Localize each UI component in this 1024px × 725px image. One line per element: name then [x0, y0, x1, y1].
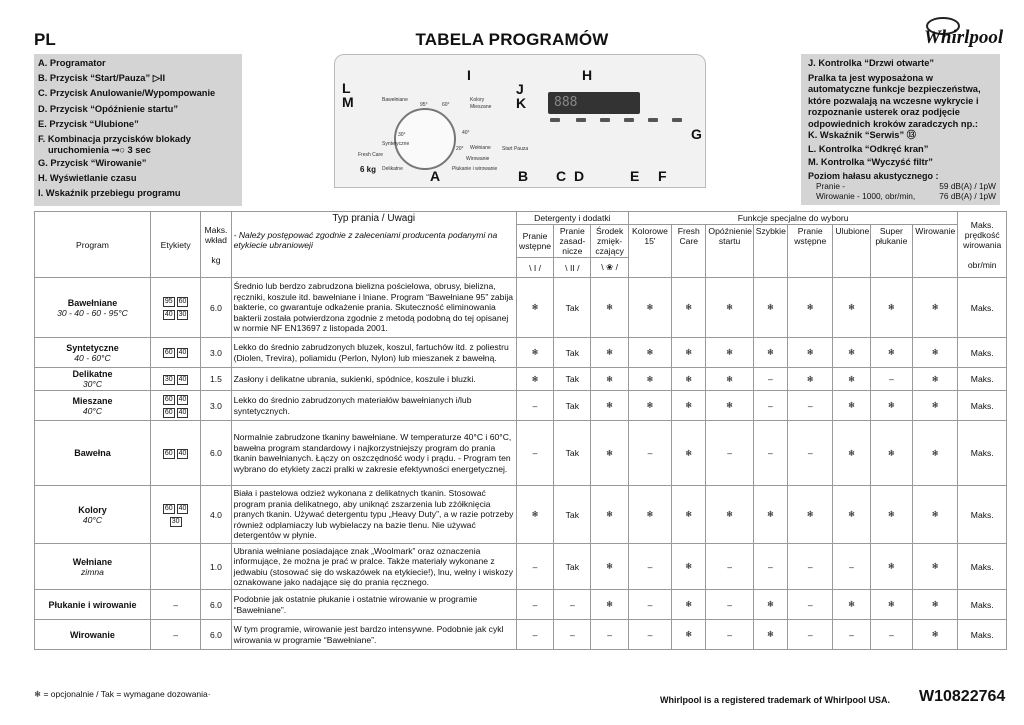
option-cell: ❄ — [788, 278, 833, 338]
col-speed-unit: obr/min — [967, 259, 997, 270]
panel-program-label: Płukanie i wirowanie — [452, 166, 498, 172]
col-fn: Wirowanie — [913, 225, 958, 278]
program-name-cell — [35, 544, 151, 590]
option-cell: ❄ — [833, 391, 870, 421]
option-cell: ❄ — [870, 486, 912, 544]
col-load-unit: kg — [211, 254, 221, 265]
option-cell: ❄ — [628, 338, 671, 368]
program-name: Syntetyczne — [66, 342, 119, 353]
care-label-cell — [150, 338, 200, 368]
program-temps: zimna — [81, 566, 104, 577]
table-row — [35, 338, 1007, 368]
option-cell: – — [554, 590, 591, 620]
group-detergents: Detergenty i dodatki — [516, 212, 628, 225]
noise-title: Poziom hałasu akustycznego : — [808, 171, 939, 181]
col-load — [201, 212, 231, 278]
program-temps: 30°C — [82, 379, 103, 389]
table-row — [35, 486, 1007, 544]
care-label-cell — [150, 391, 200, 421]
option-cell: – — [516, 544, 553, 590]
option-cell: ❄ — [870, 421, 912, 486]
option-cell: ❄ — [753, 486, 787, 544]
option-cell: – — [516, 421, 553, 486]
option-cell: ❄ — [591, 391, 628, 421]
legend-item: I. Wskaźnik przebiegu programu — [38, 188, 181, 199]
speed-cell: Maks. — [958, 590, 1007, 620]
option-cell: ❄ — [672, 590, 706, 620]
option-cell: ❄ — [833, 338, 870, 368]
panel-letter-d: D — [574, 168, 585, 184]
load-cell: 3.0 — [201, 391, 231, 421]
option-cell: ❄ — [591, 278, 628, 338]
option-cell: ❄ — [516, 338, 553, 368]
load-cell: 1.0 — [201, 544, 231, 590]
program-table — [34, 211, 1007, 650]
table-row — [35, 421, 1007, 486]
option-cell: ❄ — [628, 486, 671, 544]
panel-buttons — [548, 118, 708, 128]
option-cell: ❄ — [788, 486, 833, 544]
col-labels: Etykiety — [150, 212, 200, 278]
option-cell: ❄ — [913, 278, 958, 338]
table-row — [35, 368, 1007, 391]
care-label-icon: 40 — [178, 375, 187, 383]
program-name: Bawełna — [74, 448, 111, 458]
legend-item: B. Przycisk “Start/Pauza” ▷II — [38, 73, 166, 84]
option-cell: ❄ — [870, 278, 912, 338]
option-cell: – — [706, 421, 753, 486]
panel-program-label: Wirowanie — [466, 156, 490, 162]
program-name-cell — [35, 620, 151, 650]
panel-program-label: Mieszane — [470, 104, 492, 110]
care-label-icon: 60 — [164, 395, 173, 403]
panel-letter-k: K — [516, 95, 527, 111]
option-cell: ❄ — [706, 391, 753, 421]
option-cell: ❄ — [591, 338, 628, 368]
panel-letter-j: J — [516, 81, 524, 97]
panel-letter-g: G — [691, 126, 702, 142]
panel-temp-label: 40° — [462, 130, 470, 136]
option-cell: – — [788, 590, 833, 620]
option-cell: ❄ — [628, 368, 671, 391]
description-cell: Ubrania wełniane posiadające znak „Woolmark” oraz oznaczenia informujące, że można je prać w pralce. Także materiały wykonane z jedwabiu (stosować się do wskazówek na etykiecie!), lnu, wełny i wiskozy oznakowane jako nadające się do prania ręcznego. — [231, 544, 516, 590]
detergent-icon: \ I / — [516, 258, 553, 278]
panel-letter-b: B — [518, 168, 529, 184]
panel-program-label: Delikatne — [382, 166, 403, 172]
panel-letter-i: I — [467, 67, 471, 83]
option-cell: – — [516, 391, 553, 421]
option-cell: ❄ — [870, 590, 912, 620]
table-row — [35, 544, 1007, 590]
option-cell: Tak — [554, 544, 591, 590]
document-code: W10822764 — [919, 688, 1006, 705]
option-cell: – — [706, 544, 753, 590]
noise-value: 59 dB(A) / 1pW — [939, 181, 996, 191]
option-cell: – — [706, 620, 753, 650]
option-cell: ❄ — [706, 368, 753, 391]
program-name-cell — [35, 338, 151, 368]
panel-temp-label: 20° — [456, 146, 464, 152]
option-cell: ❄ — [672, 368, 706, 391]
option-cell: ❄ — [913, 544, 958, 590]
panel-program-label: Bawełniane — [382, 97, 408, 103]
noise-label: Pranie - — [816, 181, 846, 191]
load-cell: 1.5 — [201, 368, 231, 391]
option-cell: – — [628, 421, 671, 486]
option-cell: – — [870, 368, 912, 391]
option-cell: ❄ — [913, 338, 958, 368]
legend-item: H. Wyświetlanie czasu — [38, 173, 137, 184]
speed-cell: Maks. — [958, 486, 1007, 544]
col-fn: Ulubione — [833, 225, 870, 278]
option-cell: ❄ — [706, 338, 753, 368]
table-row — [35, 391, 1007, 421]
col-det: Środek zmięk-czający — [591, 225, 628, 258]
program-temps: 40°C — [82, 514, 103, 525]
option-cell: – — [516, 590, 553, 620]
col-type — [231, 212, 516, 278]
care-label-icon: 60 — [164, 504, 173, 512]
load-cell: 6.0 — [201, 278, 231, 338]
noise-row — [808, 191, 996, 201]
legend-item: G. Przycisk “Wirowanie” — [38, 158, 147, 169]
option-cell: ❄ — [913, 421, 958, 486]
option-cell: ❄ — [913, 620, 958, 650]
load-cell: 6.0 — [201, 620, 231, 650]
option-cell: – — [788, 620, 833, 650]
panel-temp-label: 60° — [442, 102, 450, 108]
trademark-note: Whirlpool is a registered trademark of Whirlpool USA. — [660, 695, 891, 705]
care-label-icon: 40 — [164, 310, 173, 318]
option-cell: – — [833, 620, 870, 650]
option-cell: – — [554, 620, 591, 650]
option-cell: Tak — [554, 391, 591, 421]
panel-capacity: 6 kg — [360, 165, 377, 174]
description-cell: Podobnie jak ostatnie płukanie i ostatnie wirowanie w programie “Bawełniane”. — [231, 590, 516, 620]
speed-cell: Maks. — [958, 544, 1007, 590]
program-temps: 30 - 40 - 60 - 95°C — [57, 307, 128, 318]
speed-cell: Maks. — [958, 338, 1007, 368]
speed-cell: Maks. — [958, 391, 1007, 421]
panel-letter-l: L — [342, 80, 351, 96]
program-name-cell — [35, 590, 151, 620]
option-cell: ❄ — [628, 278, 671, 338]
description-cell: Lekko do średnio zabrudzonych bluzek, koszul, fartuchów itd. z poliestru (Diolen, Trevira), poliamidu (Perlon, Nylon) lub mieszanek z bawełną. — [231, 338, 516, 368]
option-cell: ❄ — [833, 590, 870, 620]
softener-icon: \ ❀ / — [591, 258, 628, 278]
care-label-cell — [150, 544, 200, 590]
program-name-cell — [35, 368, 151, 391]
speed-cell: Maks. — [958, 620, 1007, 650]
care-label-icon: 40 — [178, 504, 187, 512]
control-legend — [34, 54, 242, 206]
legend-m: M. Kontrolka “Wyczyść filtr” — [808, 157, 933, 167]
care-label-cell — [150, 486, 200, 544]
legend-k: K. Wskaźnik “Serwis” ⑬ — [808, 130, 916, 140]
option-cell: – — [788, 421, 833, 486]
option-cell: ❄ — [591, 368, 628, 391]
load-cell: 6.0 — [201, 590, 231, 620]
option-cell: ❄ — [833, 368, 870, 391]
option-cell: Tak — [554, 278, 591, 338]
brand-logo — [924, 17, 1008, 51]
col-program: Program — [35, 212, 151, 278]
speed-cell: Maks. — [958, 368, 1007, 391]
description-cell: W tym programie, wirowanie jest bardzo intensywne. Podobnie jak cykl wirowania w programie “Bawełniane”. — [231, 620, 516, 650]
option-cell: ❄ — [753, 278, 787, 338]
option-cell: ❄ — [870, 544, 912, 590]
panel-temp-label: 95° — [420, 102, 428, 108]
load-cell: 6.0 — [201, 421, 231, 486]
program-name-cell — [35, 486, 151, 544]
col-type-label: Typ prania / Uwagi — [332, 213, 416, 224]
description-cell: Zasłony i delikatne ubrania, sukienki, spódnice, koszule i bluzki. — [231, 368, 516, 391]
panel-letter-e: E — [630, 168, 640, 184]
legend-j-text: Pralka ta jest wyposażona w automatyczne funkcje bezpieczeństwa, które pozwalają na wczesne wykrycie i rozpoznanie usterek oraz podjęcie odpowiednich kroków zaradczych np.: — [808, 72, 981, 129]
panel-letter-f: F — [658, 168, 667, 184]
legend-l: L. Kontrolka “Odkręć kran” — [808, 143, 929, 154]
option-cell: – — [753, 391, 787, 421]
program-name: Kolory — [78, 504, 107, 515]
panel-letter-h: H — [582, 67, 593, 83]
panel-letter-a: A — [430, 168, 441, 184]
option-cell: – — [870, 620, 912, 650]
care-label-cell — [150, 278, 200, 338]
col-det: Pranie wstępne — [516, 225, 553, 258]
option-cell: ❄ — [672, 620, 706, 650]
program-temps: 40 - 60°C — [74, 352, 111, 363]
option-cell: – — [628, 544, 671, 590]
display-digits: 888 — [554, 95, 578, 110]
care-label-icon: 30 — [178, 310, 187, 318]
program-name: Płukanie i wirowanie — [48, 599, 137, 610]
option-cell: – — [591, 620, 628, 650]
col-speed-label: Maks. prędkość wirowania — [963, 219, 1002, 250]
option-cell: Tak — [554, 421, 591, 486]
option-cell: – — [628, 620, 671, 650]
option-cell: ❄ — [833, 486, 870, 544]
option-cell: ❄ — [870, 391, 912, 421]
program-name: Mieszane — [72, 395, 113, 406]
care-label-icon: 60 — [178, 297, 187, 305]
option-cell: ❄ — [672, 391, 706, 421]
option-cell: ❄ — [591, 421, 628, 486]
panel-program-label: Fresh Care — [358, 152, 384, 158]
brand-wordmark: Whirlpool — [924, 27, 1004, 48]
option-cell: – — [753, 421, 787, 486]
option-cell: ❄ — [788, 368, 833, 391]
detergent-icon: \ II / — [554, 258, 591, 278]
panel-letter-c: C — [556, 168, 567, 184]
noise-label: Wirowanie - 1000, obr/min, — [816, 191, 916, 201]
option-cell: Tak — [554, 368, 591, 391]
program-temps: 40°C — [82, 405, 103, 416]
page-title: TABELA PROGRAMÓW — [415, 30, 609, 49]
option-cell: ❄ — [672, 338, 706, 368]
panel-letter-m: M — [342, 94, 354, 110]
col-fn: Kolorowe 15' — [628, 225, 671, 278]
option-cell: ❄ — [672, 278, 706, 338]
legend-item: F. Kombinacja przycisków blokady — [38, 134, 191, 145]
col-fn: Opóźnienie startu — [706, 225, 753, 278]
option-cell: ❄ — [870, 338, 912, 368]
col-type-note: - Należy postępować zgodnie z zaleceniami producenta podanymi na etykiecie ubranioweji — [233, 230, 498, 250]
care-label-cell — [150, 620, 200, 650]
program-name: Wełniane — [72, 556, 113, 567]
care-label-icon: – — [173, 599, 179, 610]
legend-item: D. Przycisk “Opóźnienie startu” — [38, 103, 179, 114]
description-cell: Średnio lub berdzo zabrudzona bielizna pościelowa, obrusy, bielizna, ręczniki, koszule itd. bawełniane i lniane. Program “Bawełniane 95” zabija bakterie, co gwarantuje odkażenie prania. Skuteczność eliminowania bakterii została potwierdzona zgodnie z metodą podobną do tej opisanej w normie NF EN13697 z listopada 2001. — [231, 278, 516, 338]
footnote: ❄ = opcjonalnie / Tak = wymagane dozowania· — [34, 689, 211, 699]
panel-temp-label: 30° — [398, 132, 406, 138]
option-cell: ❄ — [753, 338, 787, 368]
option-cell: – — [706, 590, 753, 620]
option-cell: ❄ — [628, 391, 671, 421]
option-cell: – — [788, 391, 833, 421]
care-label-icon: 40 — [178, 395, 187, 403]
care-label-icon: 30 — [164, 375, 173, 383]
care-label-icon: 40 — [178, 449, 187, 457]
option-cell: – — [753, 544, 787, 590]
col-fn: Szybkie — [753, 225, 787, 278]
option-cell: – — [628, 590, 671, 620]
care-label-icon: 60 — [164, 449, 173, 457]
col-fn: Super płukanie — [870, 225, 912, 278]
option-cell: ❄ — [833, 421, 870, 486]
description-cell: Biała i pastelowa odzież wykonana z delikatnych tkanin. Stosować program prania delikatnego, aby uniknąć zszarzenia lub zżółknięcia pranych tkanin. Używać detergentu typu „Heavy Duty”, a w razie potrzeby również odplamiaczy lub wybielaczy na bazie tlenu. Nie używać detergentów w płynie. — [231, 486, 516, 544]
table-row — [35, 278, 1007, 338]
care-label-icon: 60 — [164, 349, 173, 356]
option-cell: ❄ — [672, 486, 706, 544]
noise-value: 76 dB(A) / 1pW — [939, 191, 996, 201]
program-name-cell — [35, 421, 151, 486]
option-cell: – — [788, 544, 833, 590]
option-cell: – — [516, 620, 553, 650]
legend-item: uruchomienia ⊸○ 3 sec — [48, 145, 151, 156]
panel-program-label: Wełniane — [470, 145, 491, 151]
option-cell: ❄ — [516, 278, 553, 338]
panel-program-label: Syntetyczne — [382, 141, 410, 147]
care-label-icon: 30 — [171, 517, 180, 525]
option-cell: ❄ — [833, 278, 870, 338]
legend-item: C. Przycisk Anulowanie/Wypompowanie — [38, 88, 216, 99]
care-label-cell — [150, 590, 200, 620]
option-cell: ❄ — [591, 590, 628, 620]
option-cell: ❄ — [672, 421, 706, 486]
option-cell: ❄ — [913, 368, 958, 391]
col-fn: Fresh Care — [672, 225, 706, 278]
care-label-icon: – — [173, 629, 179, 640]
option-cell: ❄ — [516, 486, 553, 544]
description-cell: Normalnie zabrudzone tkaniny bawełniane. W temperaturze 40°C i 60°C, bawełna program standardowy i najkorzystniejszy program do prania tkanin bawełnianych. Łączy on oszczędność wody i prądu. - Program ten wybrano do etykiety zaczi pralki w zakresie efektywności energetycznej. — [231, 421, 516, 486]
load-cell: 4.0 — [201, 486, 231, 544]
option-cell: ❄ — [753, 620, 787, 650]
panel-program-label: Kolory — [470, 97, 485, 103]
option-cell: ❄ — [591, 544, 628, 590]
legend-j-title: J. Kontrolka “Drzwi otwarte” — [808, 58, 935, 68]
program-name: Delikatne — [72, 369, 113, 379]
table-row — [35, 620, 1007, 650]
panel-program-label: Start Pauza — [502, 146, 529, 152]
program-dial — [394, 108, 456, 170]
care-label-icon: 60 — [164, 408, 173, 416]
language-code: PL — [34, 30, 56, 49]
description-cell: Lekko do średnio zabrudzonych materiałów bawełnianych i/lub syntetycznych. — [231, 391, 516, 421]
time-display — [548, 92, 640, 114]
option-cell: ❄ — [706, 278, 753, 338]
care-label-icon: 95 — [164, 297, 173, 305]
col-speed — [958, 212, 1007, 278]
option-cell: ❄ — [672, 544, 706, 590]
speed-cell: Maks. — [958, 278, 1007, 338]
option-cell: Tak — [554, 338, 591, 368]
program-name: Bawełniane — [67, 297, 118, 308]
noise-row — [808, 181, 996, 191]
legend-item: E. Przycisk “Ulubione” — [38, 118, 139, 129]
table-row — [35, 590, 1007, 620]
speed-cell: Maks. — [958, 421, 1007, 486]
program-name-cell — [35, 278, 151, 338]
care-label-icon: 40 — [178, 408, 187, 416]
care-label-cell — [150, 368, 200, 391]
option-cell: ❄ — [516, 368, 553, 391]
col-det: Pranie zasad-nicze — [554, 225, 591, 258]
option-cell: ❄ — [913, 486, 958, 544]
option-cell: ❄ — [913, 391, 958, 421]
care-label-icon: 40 — [178, 349, 187, 356]
option-cell: ❄ — [788, 338, 833, 368]
col-fn: Pranie wstępne — [788, 225, 833, 278]
col-load-label: Maks. wkład — [204, 224, 228, 245]
option-cell: ❄ — [591, 486, 628, 544]
program-name: Wirowanie — [70, 629, 115, 640]
option-cell: Tak — [554, 486, 591, 544]
option-cell: – — [753, 368, 787, 391]
option-cell: ❄ — [753, 590, 787, 620]
load-cell: 3.0 — [201, 338, 231, 368]
option-cell: ❄ — [913, 590, 958, 620]
group-functions: Funkcje specjalne do wyboru — [628, 212, 958, 225]
option-cell: – — [833, 544, 870, 590]
legend-item: A. Programator — [38, 58, 106, 68]
care-label-cell — [150, 421, 200, 486]
noise-level-box — [801, 168, 1000, 205]
program-name-cell — [35, 391, 151, 421]
option-cell: ❄ — [706, 486, 753, 544]
